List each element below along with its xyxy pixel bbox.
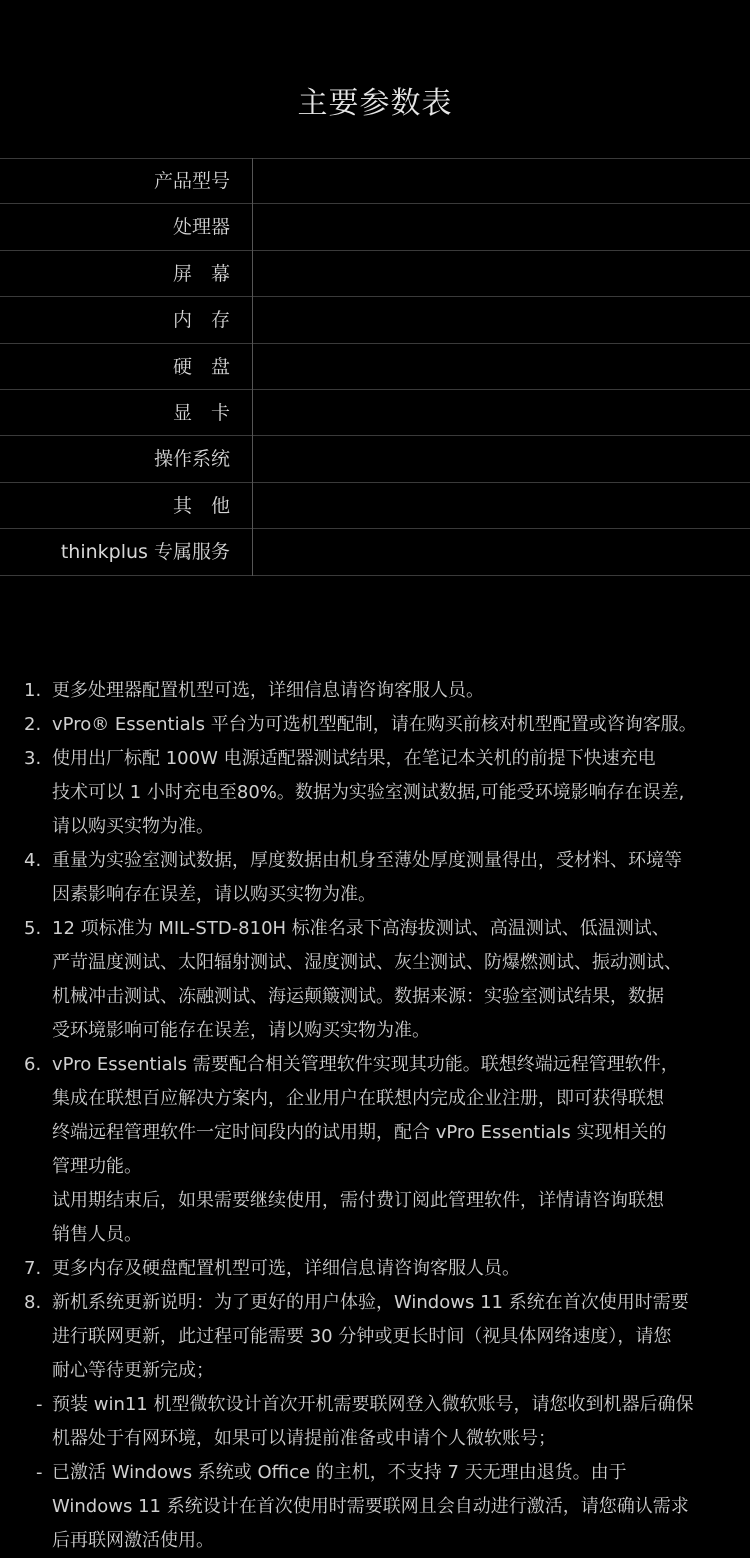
spec-row	[0, 297, 750, 343]
spec-row	[0, 344, 750, 390]
note-line: 已激活 Windows 系统或 Office 的主机，不支持 7 天无理由退货。由于	[52, 1462, 627, 1483]
sub-note-dash: -	[36, 1462, 43, 1483]
note-number: 7.	[24, 1258, 42, 1279]
spec-row	[0, 158, 750, 204]
sub-note-item	[0, 1456, 750, 1558]
note-number: 5.	[24, 918, 42, 939]
note-line: 集成在联想百应解决方案内，企业用户在联想内完成企业注册，即可获得联想	[52, 1088, 664, 1109]
page-title: 主要参数表	[297, 86, 453, 121]
note-number: 4.	[24, 850, 42, 871]
note-line: 技术可以 1 小时充电至80%。数据为实验室测试数据,可能受环境影响存在误差,	[52, 782, 685, 803]
spec-row	[0, 251, 750, 297]
note-line: 更多处理器配置机型可选，详细信息请咨询客服人员。	[52, 680, 484, 701]
note-number: 8.	[24, 1292, 42, 1313]
note-line: 请以购买实物为准。	[52, 816, 214, 837]
note-item	[0, 912, 750, 1048]
note-item	[0, 742, 750, 844]
note-number: 1.	[24, 680, 42, 701]
note-line: 预装 win11 机型微软设计首次开机需要联网登入微软账号，请您收到机器后确保	[52, 1394, 694, 1415]
note-line: 受环境影响可能存在误差，请以购买实物为准。	[52, 1020, 430, 1041]
note-line: 机械冲击测试、冻融测试、海运颠簸测试。数据来源：实验室测试结果，数据	[52, 986, 664, 1007]
note-item	[0, 708, 750, 742]
note-line: vPro Essentials 需要配合相关管理软件实现其功能。联想终端远程管理软件，	[52, 1054, 679, 1075]
note-line: Windows 11 系统设计在首次使用时需要联网且会自动进行激活，请您确认需求	[52, 1496, 689, 1517]
note-line: 管理功能。	[52, 1156, 142, 1177]
note-item	[0, 844, 750, 912]
note-item	[0, 1286, 750, 1388]
note-line: 后再联网激活使用。	[52, 1530, 214, 1551]
spec-label: thinkplus 专属服务	[60, 541, 230, 564]
note-line: 耐心等待更新完成；	[52, 1360, 214, 1381]
spec-label: 硬 盘	[172, 355, 230, 378]
note-line: 因素影响存在误差，请以购买实物为准。	[52, 884, 376, 905]
note-line: 进行联网更新，此过程可能需要 30 分钟或更长时间（视具体网络速度），请您	[52, 1326, 672, 1347]
note-line: 销售人员。	[52, 1224, 142, 1245]
spec-label: 操作系统	[153, 448, 230, 471]
spec-row	[0, 483, 750, 529]
spec-label: 处理器	[172, 216, 230, 239]
spec-row	[0, 390, 750, 436]
spec-table	[0, 158, 750, 576]
note-line: 严苛温度测试、太阳辐射测试、湿度测试、灰尘测试、防爆燃测试、振动测试、	[52, 952, 682, 973]
note-line: 机器处于有网环境，如果可以请提前准备或申请个人微软账号；	[52, 1428, 556, 1449]
spec-row	[0, 529, 750, 575]
note-item	[0, 1252, 750, 1286]
spec-label: 产品型号	[153, 170, 230, 192]
sub-note-dash: -	[36, 1394, 43, 1415]
spec-label: 内 存	[172, 309, 230, 332]
spec-label: 屏 幕	[172, 262, 230, 285]
note-item	[0, 1048, 750, 1252]
note-line: 试用期结束后，如果需要继续使用，需付费订阅此管理软件，详情请咨询联想	[52, 1190, 664, 1211]
note-item	[0, 674, 750, 708]
spec-label: 其 他	[172, 494, 230, 517]
sub-note-item	[0, 1388, 750, 1456]
note-number: 3.	[24, 748, 42, 769]
note-line: vPro® Essentials 平台为可选机型配制，请在购买前核对机型配置或咨询客服。	[52, 714, 697, 735]
note-line: 重量为实验室测试数据，厚度数据由机身至薄处厚度测量得出，受材料、环境等	[52, 850, 682, 871]
note-line: 使用出厂标配 100W 电源适配器测试结果，在笔记本关机的前提下快速充电	[52, 748, 656, 769]
note-line: 更多内存及硬盘配置机型可选，详细信息请咨询客服人员。	[52, 1258, 520, 1279]
notes-list	[0, 674, 750, 1558]
spec-row	[0, 204, 750, 250]
note-line: 终端远程管理软件一定时间段内的试用期，配合 vPro Essentials 实现相关的	[52, 1122, 667, 1143]
note-number: 6.	[24, 1054, 42, 1075]
spec-label: 显 卡	[172, 401, 230, 424]
note-line: 12 项标准为 MIL-STD-810H 标准名录下高海拔测试、高温测试、低温测试、	[52, 918, 670, 939]
spec-row	[0, 436, 750, 482]
note-line: 新机系统更新说明：为了更好的用户体验，Windows 11 系统在首次使用时需要	[52, 1292, 689, 1313]
note-number: 2.	[24, 714, 42, 735]
